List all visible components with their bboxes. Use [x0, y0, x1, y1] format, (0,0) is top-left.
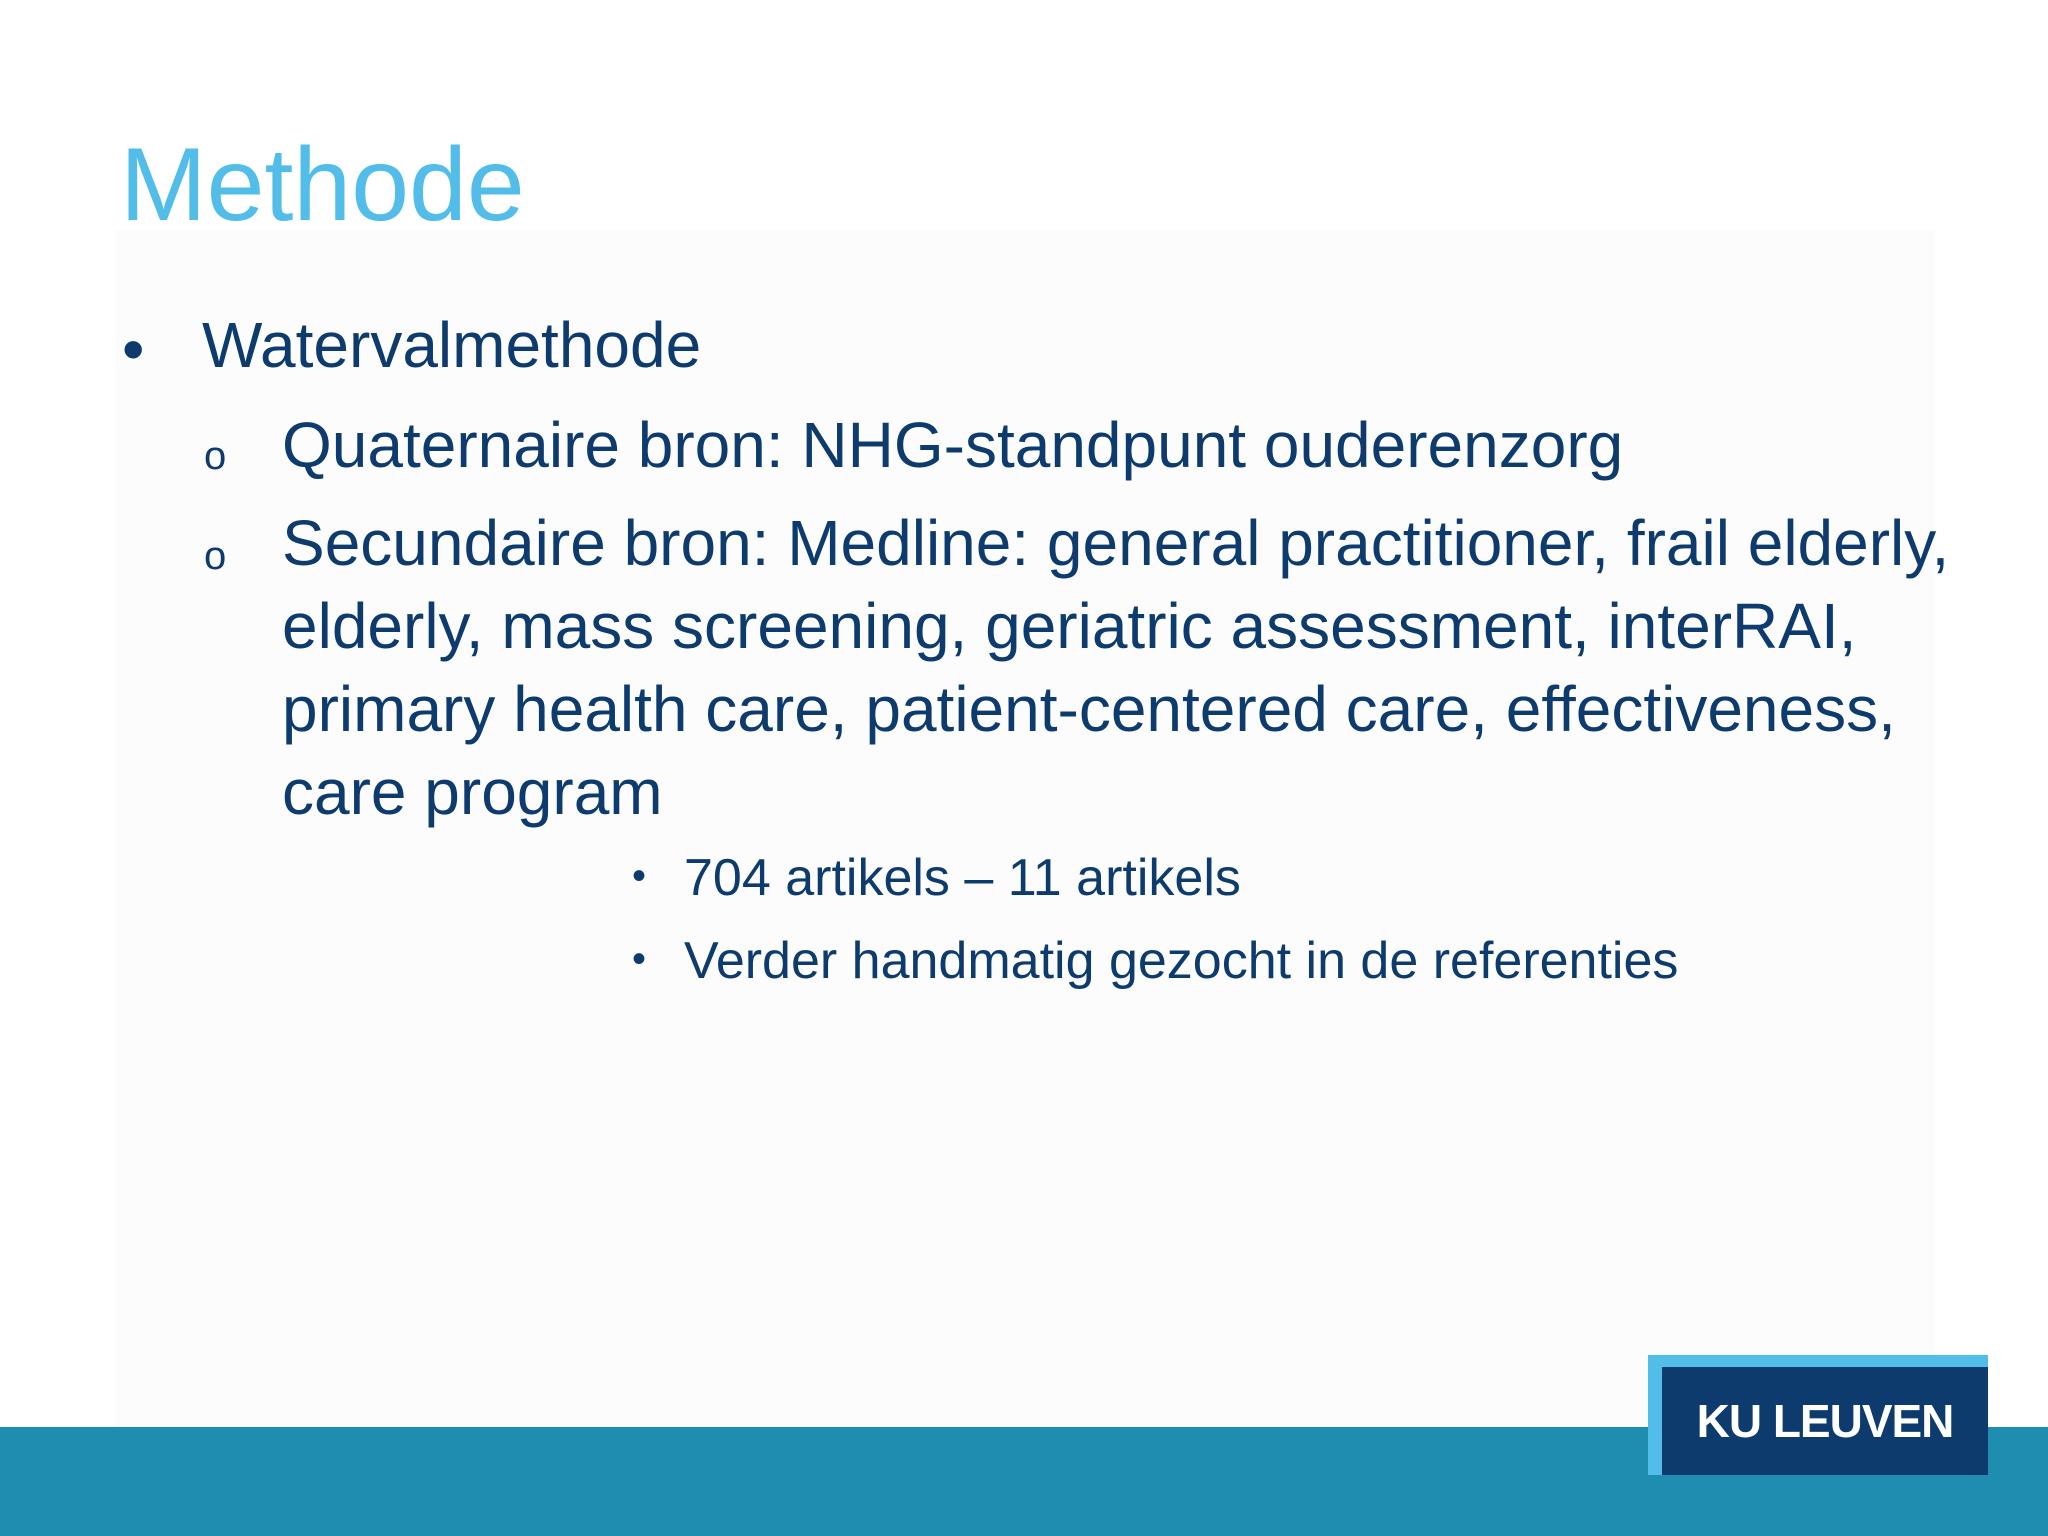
- sub-sub-bullet-marker: •: [632, 937, 647, 981]
- sub-bullet-marker: o: [204, 534, 227, 578]
- bullet-watervalmethode: Watervalmethode: [202, 309, 702, 381]
- logo-text: KU LEUVEN: [1696, 1395, 1954, 1447]
- sub-bullet-secundaire-bron: Secundaire bron: Medline: general practitioner, frail elderly, elderly, mass screening, geriatric assessment, interRAI, primary health care, patient-centered care, effectiveness, care program: [282, 507, 1950, 828]
- bullet-marker: •: [122, 313, 145, 385]
- sub-bullet-quaternaire-bron: Quaternaire bron: NHG-standpunt ouderenzorg: [282, 409, 1624, 481]
- ku-leuven-logo: [1648, 1355, 1988, 1475]
- logo-box: [1662, 1367, 1988, 1475]
- slide-title: Methode: [120, 127, 525, 243]
- sub-bullet-marker: o: [204, 434, 227, 478]
- sub-sub-bullet-artikels: 704 artikels – 11 artikels: [684, 849, 1241, 907]
- sub-sub-bullet-marker: •: [632, 854, 647, 898]
- sub-sub-bullet-referenties: Verder handmatig gezocht in de referenties: [684, 932, 1679, 990]
